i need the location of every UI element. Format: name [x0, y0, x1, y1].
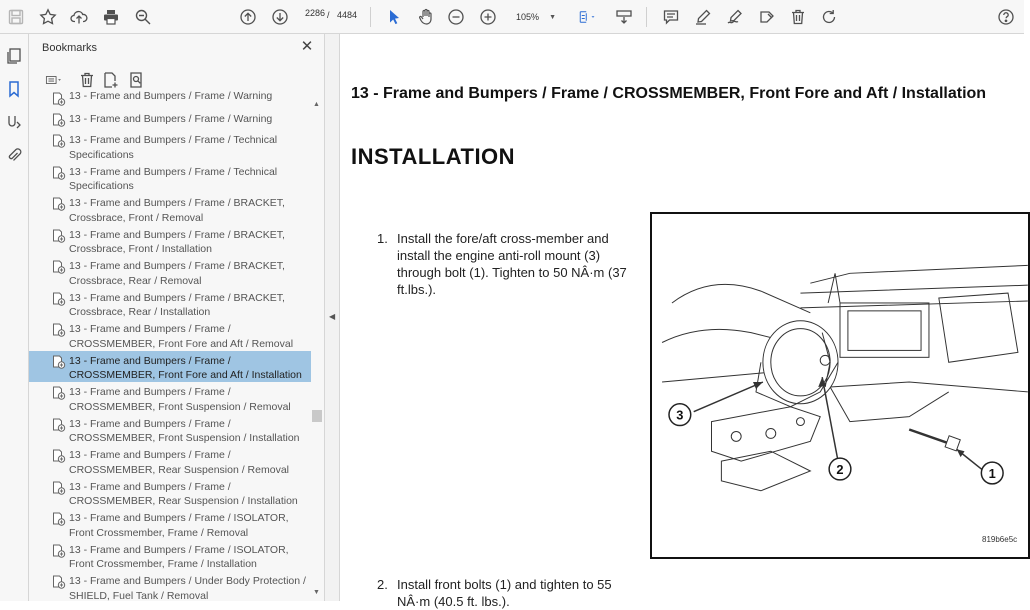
bookmark-label: 13 - Frame and Bumpers / Frame / CROSSMEMBER, Rear Suspension / Installation: [69, 480, 298, 507]
page-up-icon[interactable]: [236, 5, 260, 29]
bookmark-page-icon: [52, 229, 66, 243]
bookmark-item[interactable]: [29, 571, 311, 603]
bookmark-label: 13 - Frame and Bumpers / Frame / CROSSMEMBER, Rear Suspension / Removal: [69, 449, 289, 476]
instruction-step-2: [377, 576, 647, 610]
bookmark-label: 13 - Frame and Bumpers / Frame / CROSSMEMBER, Front Fore and Aft / Installation: [69, 354, 302, 381]
bookmark-item[interactable]: [29, 225, 311, 257]
crossmember-illustration: [652, 214, 1028, 557]
step-number: 1.: [377, 231, 388, 246]
fit-page-icon[interactable]: [572, 5, 602, 29]
step-text: Install the fore/aft cross-member and install the engine anti-roll mount (3) through bolt (1). Tighten to 50 NÂ·m (37 ft.lbs.).: [397, 231, 627, 297]
bookmark-label: 13 - Frame and Bumpers / Frame / CROSSMEMBER, Front Suspension / Removal: [69, 386, 291, 413]
figure-code: 819b6e5c: [982, 535, 1018, 544]
help-icon[interactable]: [994, 5, 1018, 29]
close-icon[interactable]: ✕: [300, 38, 314, 55]
star-icon[interactable]: [36, 5, 60, 29]
bookmark-page-icon: [52, 544, 66, 558]
bookmark-label: 13 - Frame and Bumpers / Frame / BRACKET, Crossbrace, Rear / Removal: [69, 260, 285, 287]
bookmark-item[interactable]: [29, 109, 311, 130]
attachment-icon[interactable]: [2, 143, 26, 167]
bookmark-page-icon: [52, 134, 66, 148]
bookmark-item[interactable]: [29, 130, 311, 162]
document-title: 13 - Frame and Bumpers / Frame / CROSSMEMBER, Front Fore and Aft / Installation: [351, 85, 987, 102]
bookmark-page-icon: [52, 92, 66, 106]
bookmark-label: 13 - Frame and Bumpers / Frame / Warning: [69, 113, 273, 125]
bookmark-label: 13 - Frame and Bumpers / Frame / ISOLATOR, Front Crossmember, Frame / Removal: [69, 512, 289, 539]
bookmark-page-icon: [52, 197, 66, 211]
bookmark-page-icon: [52, 512, 66, 526]
step-number: 2.: [377, 577, 388, 592]
bookmark-label: 13 - Frame and Bumpers / Frame / BRACKET, Crossbrace, Front / Installation: [69, 228, 285, 255]
installation-figure: [650, 212, 1030, 559]
step-text: Install front bolts (1) and tighten to 55 NÂ·m (40.5 ft. lbs.).: [397, 577, 612, 609]
page-thumbnails-icon[interactable]: [2, 44, 26, 68]
bookmark-page-icon: [52, 166, 66, 180]
bookmark-label: 13 - Frame and Bumpers / Frame / BRACKET, Crossbrace, Front / Removal: [69, 197, 285, 224]
rotate-icon[interactable]: [817, 5, 841, 29]
bookmarks-list: [29, 90, 311, 602]
draw-sign-icon[interactable]: [723, 5, 747, 29]
zoom-value: 105%: [516, 12, 540, 22]
panel-splitter[interactable]: [325, 34, 340, 601]
upload-cloud-icon[interactable]: [67, 5, 91, 29]
bookmark-label: 13 - Frame and Bumpers / Frame / CROSSMEMBER, Front Suspension / Installation: [69, 417, 300, 444]
bookmark-label: 13 - Frame and Bumpers / Frame / Technical Specifications: [69, 134, 278, 161]
bookmark-label: 13 - Frame and Bumpers / Frame / Warning: [69, 90, 273, 102]
bookmark-page-icon: [52, 481, 66, 495]
bookmark-page-icon: [52, 355, 66, 369]
bookmark-label: 13 - Frame and Bumpers / Under Body Protection / SHIELD, Fuel Tank / Removal: [69, 575, 306, 602]
bookmark-page-icon: [52, 418, 66, 432]
bookmark-item[interactable]: [29, 508, 311, 540]
document-page: [341, 34, 1024, 609]
scroll-mode-icon[interactable]: [612, 5, 636, 29]
comment-icon[interactable]: [659, 5, 683, 29]
select-cursor-icon[interactable]: [382, 5, 406, 29]
page-number-input[interactable]: 2286: [304, 8, 325, 18]
highlight-pen-icon[interactable]: [691, 5, 715, 29]
bookmark-item[interactable]: [29, 88, 311, 109]
navigation-rail: [0, 34, 29, 601]
collapse-panel-icon[interactable]: ◀: [329, 312, 336, 321]
scrollbar-thumb[interactable]: [312, 410, 322, 422]
bookmark-item[interactable]: [29, 382, 311, 414]
fill-sign-icon[interactable]: [755, 5, 779, 29]
main-toolbar: [0, 0, 1024, 34]
bookmark-item[interactable]: [29, 193, 311, 225]
save-icon[interactable]: [4, 5, 28, 29]
bookmark-item[interactable]: [29, 445, 311, 477]
bookmark-page-icon: [52, 292, 66, 306]
trash-icon[interactable]: [786, 5, 810, 29]
page-down-icon[interactable]: [268, 5, 292, 29]
callout-label-3: 3: [676, 407, 684, 423]
bookmark-item[interactable]: [29, 288, 311, 320]
section-heading: INSTALLATION: [351, 144, 516, 169]
scroll-down-icon[interactable]: ▼: [313, 589, 320, 596]
toolbar-divider: [370, 7, 371, 27]
instruction-step-1: [377, 230, 639, 298]
bookmark-page-icon: [52, 449, 66, 463]
bookmark-icon[interactable]: [2, 77, 26, 101]
zoom-select[interactable]: [508, 7, 560, 27]
bookmarks-scrollbar[interactable]: [311, 95, 323, 601]
zoom-in-icon[interactable]: [476, 5, 500, 29]
bookmark-item[interactable]: [29, 477, 311, 509]
bookmark-label: 13 - Frame and Bumpers / Frame / Technical Specifications: [69, 165, 278, 192]
bookmark-page-icon: [52, 260, 66, 274]
callout-label-1: 1: [988, 465, 996, 481]
hand-tool-icon[interactable]: [414, 5, 438, 29]
bookmark-page-icon: [52, 386, 66, 400]
page-separator: /: [327, 10, 330, 20]
bookmarks-panel: [29, 34, 325, 601]
bookmark-item[interactable]: [29, 319, 311, 351]
zoom-search-icon[interactable]: [131, 5, 155, 29]
scroll-up-icon[interactable]: ▲: [313, 101, 320, 108]
bookmark-item[interactable]: [29, 162, 311, 194]
bookmark-item[interactable]: [29, 414, 311, 446]
bookmark-label: 13 - Frame and Bumpers / Frame / ISOLATOR, Front Crossmember, Frame / Installation: [69, 543, 289, 570]
bookmark-item[interactable]: [29, 351, 311, 383]
bookmarks-title: Bookmarks: [42, 42, 98, 54]
chevron-down-icon: ▼: [549, 13, 556, 21]
zoom-out-icon[interactable]: [444, 5, 468, 29]
bookmark-item[interactable]: [29, 540, 311, 572]
toolbar-divider: [646, 7, 647, 27]
bookmark-item[interactable]: [29, 256, 311, 288]
callout-label-2: 2: [836, 461, 844, 477]
bookmark-page-icon: [52, 323, 66, 337]
print-icon[interactable]: [99, 5, 123, 29]
bookmark-label: 13 - Frame and Bumpers / Frame / BRACKET, Crossbrace, Rear / Installation: [69, 291, 285, 318]
bookmark-label: 13 - Frame and Bumpers / Frame / CROSSMEMBER, Front Fore and Aft / Removal: [69, 323, 294, 350]
page-total: 4484: [337, 10, 358, 20]
layers-icon[interactable]: [2, 110, 26, 134]
bookmark-page-icon: [52, 575, 66, 589]
bookmark-page-icon: [52, 113, 66, 127]
